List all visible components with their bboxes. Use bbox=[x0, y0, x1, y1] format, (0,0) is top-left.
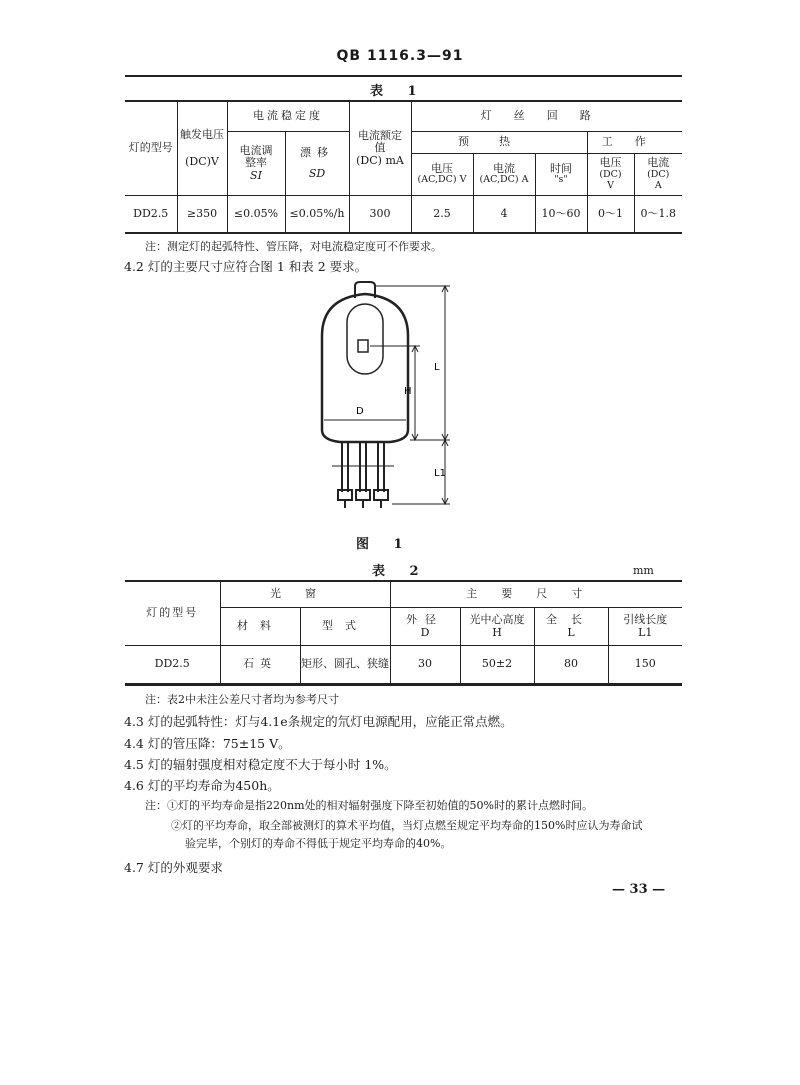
t1-col-rated-label: 电流额定值 bbox=[358, 128, 402, 155]
table2-note: 注：表2中未注公差尺寸者均为参考尺寸 bbox=[145, 693, 339, 706]
t1-col-w-v-label: 电压 bbox=[599, 156, 622, 170]
table2-bottom-rule bbox=[125, 684, 682, 686]
t1-col-ph-v bbox=[411, 154, 473, 196]
t1-col-w-a-label: 电流 bbox=[647, 156, 670, 170]
table2 bbox=[125, 581, 682, 684]
t1-col-stability: 电流稳定度 bbox=[227, 102, 349, 132]
t2-col-form: 型式 bbox=[300, 608, 390, 646]
label-H: H bbox=[404, 386, 412, 397]
table1-bottom-rule bbox=[125, 232, 682, 234]
t1-col-w-v-unit: (DC) bbox=[599, 168, 622, 180]
t1-col-w-a-unit2: A bbox=[654, 179, 662, 191]
section-4-3: 4.3 灯的起弧特性：灯与4.1e条规定的氘灯电源配用，应能正常点燃。 bbox=[124, 714, 513, 729]
t1-col-rated bbox=[349, 102, 411, 196]
t1-col-ph-v-label: 电压 bbox=[431, 161, 453, 175]
t1-col-si bbox=[227, 132, 285, 196]
t1-col-si-label: 电流调整率 bbox=[239, 143, 273, 170]
section-4-4: 4.4 灯的管压降：75±15 V。 bbox=[124, 736, 291, 751]
t1-ph-t: 10～60 bbox=[535, 196, 587, 234]
t2-col-od-label: 外径 bbox=[406, 612, 444, 626]
t2-h: 50±2 bbox=[460, 646, 534, 684]
t1-col-trigger bbox=[177, 102, 227, 196]
t2-col-h-sym: H bbox=[492, 625, 502, 639]
t1-trigger: ≥350 bbox=[177, 196, 227, 234]
t1-w-v: 0～1 bbox=[587, 196, 634, 234]
t2-od: 30 bbox=[390, 646, 460, 684]
note-4-6-2b: 验完毕，个别灯的寿命不得低于规定平均寿命的40%。 bbox=[185, 837, 452, 850]
note-4-6-2a: ②灯的平均寿命，取全部被测灯的算术平均值，当灯点燃至规定平均寿命的150%时应认为寿命试 bbox=[171, 819, 643, 832]
t2-col-od bbox=[390, 608, 460, 646]
section-4-6: 4.6 灯的平均寿命为450h。 bbox=[124, 778, 280, 793]
t2-form: 矩形、圆孔、狭缝 bbox=[300, 646, 390, 684]
t1-col-w-a-unit: (DC) bbox=[647, 168, 670, 180]
t1-col-ph-a-label: 电流 bbox=[493, 161, 515, 175]
t1-col-sd-sym: SD bbox=[308, 166, 326, 180]
t2-col-window: 光窗 bbox=[220, 582, 390, 608]
t2-col-len-sym: L bbox=[567, 625, 575, 639]
label-D: D bbox=[356, 406, 364, 417]
table1-note: 注：测定灯的起弧特性、管压降，对电流稳定度可不作要求。 bbox=[145, 240, 442, 253]
t2-col-od-sym: D bbox=[420, 625, 430, 639]
t2-col-h-label: 光中心高度 bbox=[469, 612, 525, 626]
table2-caption: 表 2 bbox=[372, 564, 429, 579]
t1-col-ph-v-unit: (AC,DC) V bbox=[417, 174, 467, 186]
lamp-figure bbox=[300, 280, 470, 520]
table2-unit: mm bbox=[633, 564, 654, 577]
section-4-2: 4.2 灯的主要尺寸应符合图 1 和表 2 要求。 bbox=[124, 259, 368, 274]
t1-si: ≤0.05% bbox=[227, 196, 285, 234]
t2-col-lead-sym: L1 bbox=[638, 625, 653, 639]
table1 bbox=[125, 101, 682, 234]
table1-caption: 表 1 bbox=[370, 84, 427, 99]
t2-lead: 150 bbox=[608, 646, 682, 684]
label-L1: L1 bbox=[434, 468, 446, 479]
lead-pins bbox=[332, 442, 394, 508]
t1-col-trigger-unit: (DC)V bbox=[185, 154, 219, 168]
t2-col-h bbox=[460, 608, 534, 646]
t1-col-ph-a-unit: (AC,DC) A bbox=[479, 174, 529, 186]
t1-col-sd-label: 漂移 bbox=[300, 145, 334, 159]
t1-col-ph-t bbox=[535, 154, 587, 196]
t1-col-w-v-unit2: V bbox=[607, 179, 614, 191]
t1-col-type: 灯的型号 bbox=[125, 102, 177, 196]
section-4-5: 4.5 灯的辐射强度相对稳定度不大于每小时 1%。 bbox=[124, 757, 397, 772]
light-center bbox=[358, 340, 368, 352]
t1-col-si-sym: SI bbox=[250, 168, 262, 182]
page-number: — 33 — bbox=[612, 882, 666, 897]
t1-col-ph-t-unit: "s" bbox=[554, 174, 568, 186]
t2-col-main: 主要尺寸 bbox=[390, 582, 682, 608]
inner-window bbox=[347, 304, 383, 374]
t1-col-preheat: 预热 bbox=[411, 132, 587, 154]
t2-col-len-label: 全长 bbox=[546, 612, 596, 626]
label-L: L bbox=[434, 362, 440, 373]
t2-material: 石英 bbox=[220, 646, 300, 684]
t1-col-work: 工作 bbox=[587, 132, 682, 154]
t2-col-lead-label: 引线长度 bbox=[623, 612, 668, 626]
note-4-6-1: 注：①灯的平均寿命是指220nm处的相对辐射强度下降至初始值的50%时的累计点燃时间。 bbox=[145, 799, 593, 812]
t1-col-sd bbox=[285, 132, 349, 196]
t2-col-type: 灯的型号 bbox=[125, 582, 220, 646]
t1-col-w-v bbox=[587, 154, 634, 196]
table1-top-rule bbox=[125, 75, 682, 77]
table-row bbox=[125, 646, 682, 684]
document-header: QB 1116.3—91 bbox=[336, 48, 464, 64]
t1-col-rated-unit: (DC) mA bbox=[356, 153, 404, 167]
t1-col-filament: 灯丝回路 bbox=[411, 102, 682, 132]
t1-rated: 300 bbox=[349, 196, 411, 234]
t1-w-a: 0～1.8 bbox=[634, 196, 682, 234]
t1-ph-v: 2.5 bbox=[411, 196, 473, 234]
t1-col-ph-t-label: 时间 bbox=[550, 161, 572, 175]
figure1-caption: 图 1 bbox=[356, 537, 413, 552]
table-row bbox=[125, 196, 682, 234]
t1-ph-a: 4 bbox=[473, 196, 535, 234]
t1-col-trigger-label: 触发电压 bbox=[180, 127, 224, 141]
t1-col-w-a bbox=[634, 154, 682, 196]
t2-len: 80 bbox=[534, 646, 608, 684]
t2-type: DD2.5 bbox=[125, 646, 220, 684]
t1-col-ph-a bbox=[473, 154, 535, 196]
section-4-7: 4.7 灯的外观要求 bbox=[124, 860, 223, 875]
t2-col-material: 材料 bbox=[220, 608, 300, 646]
t2-col-lead bbox=[608, 608, 682, 646]
t1-sd: ≤0.05%/h bbox=[285, 196, 349, 234]
t2-col-len bbox=[534, 608, 608, 646]
t1-type: DD2.5 bbox=[125, 196, 177, 234]
